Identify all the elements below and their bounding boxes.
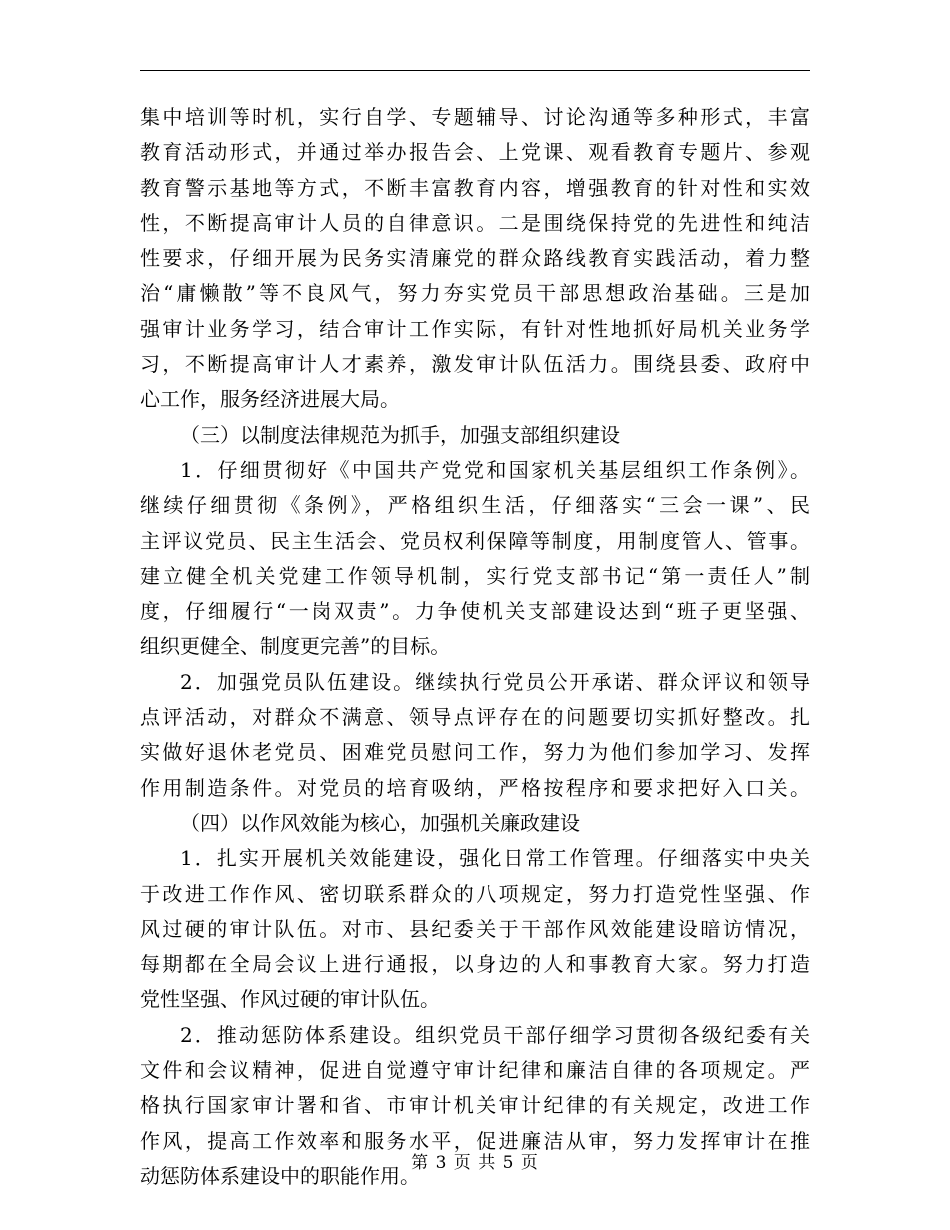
text-line: 主评议党员、民主生活会、党员权利保障等制度，用制度管人、管事。 (140, 528, 810, 553)
text-line: 心工作，服务经济进展大局。 (140, 387, 400, 412)
section-heading: （三）以制度法律规范为抓手，加强支部组织建设 (180, 422, 620, 447)
text-line: 于改进工作作风、密切联系群众的八项规定，努力打造党性坚强、作 (140, 881, 810, 906)
text-line: 教育警示基地等方式，不断丰富教育内容，增强教育的针对性和实效 (140, 175, 810, 200)
page-footer: 第 3 页 共 5 页 (411, 1153, 539, 1173)
text-line: 作风，提高工作效率和服务水平，促进廉洁从审，努力发挥审计在推 (140, 1128, 810, 1153)
text-line: 治“庸懒散”等不良风气，努力夯实党员干部思想政治基础。三是加 (140, 281, 810, 306)
text-line: 实做好退休老党员、困难党员慰问工作，努力为他们参加学习、发挥 (140, 740, 810, 765)
text-line: 每期都在全局会议上进行通报，以身边的人和事教育大家。努力打造 (140, 952, 810, 977)
text-line: 继续仔细贯彻《条例》，严格组织生活，仔细落实“三会一课”、民 (140, 493, 810, 518)
section-heading: （四）以作风效能为核心，加强机关廉政建设 (180, 810, 580, 835)
text-line: 2．推动惩防体系建设。组织党员干部仔细学习贯彻各级纪委有关 (180, 1022, 810, 1047)
text-line: 点评活动，对群众不满意、领导点评存在的问题要切实抓好整改。扎 (140, 705, 810, 730)
text-line: 性，不断提高审计人员的自律意识。二是围绕保持党的先进性和纯洁 (140, 210, 810, 235)
text-line: 动惩防体系建设中的职能作用。 (140, 1163, 420, 1188)
text-line: 1．仔细贯彻好《中国共产党党和国家机关基层组织工作条例》。 (180, 457, 810, 482)
text-line: 集中培训等时机，实行自学、专题辅导、讨论沟通等多种形式，丰富 (140, 105, 810, 129)
text-line: 强审计业务学习，结合审计工作实际，有针对性地抓好局机关业务学 (140, 316, 810, 341)
text-line: 作用制造条件。对党员的培育吸纳，严格按程序和要求把好入口关。 (140, 775, 810, 800)
text-line: 文件和会议精神，促进自觉遵守审计纪律和廉洁自律的各项规定。严 (140, 1058, 810, 1083)
text-line: 教育活动形式，并通过举办报告会、上党课、观看教育专题片、参观 (140, 140, 810, 165)
text-line: 党性坚强、作风过硬的审计队伍。 (140, 987, 440, 1012)
header-rule (140, 70, 810, 71)
document-body (140, 100, 810, 1194)
text-line: 格执行国家审计署和省、市审计机关审计纪律的有关规定，改进工作 (140, 1093, 810, 1118)
text-line: 性要求，仔细开展为民务实清廉党的群众路线教育实践活动，着力整 (140, 246, 810, 271)
text-line: 度，仔细履行“一岗双责”。力争使机关支部建设达到“班子更坚强、 (140, 599, 810, 624)
text-line: 习，不断提高审计人才素养，激发审计队伍活力。围绕县委、政府中 (140, 352, 810, 377)
text-line: 1．扎实开展机关效能建设，强化日常工作管理。仔细落实中央关 (180, 846, 810, 871)
text-line: 2．加强党员队伍建设。继续执行党员公开承诺、群众评议和领导 (180, 669, 810, 694)
text-line: 建立健全机关党建工作领导机制，实行党支部书记“第一责任人”制 (140, 563, 810, 588)
text-line: 组织更健全、制度更完善”的目标。 (140, 634, 451, 659)
text-line: 风过硬的审计队伍。对市、县纪委关于干部作风效能建设暗访情况， (140, 916, 810, 941)
